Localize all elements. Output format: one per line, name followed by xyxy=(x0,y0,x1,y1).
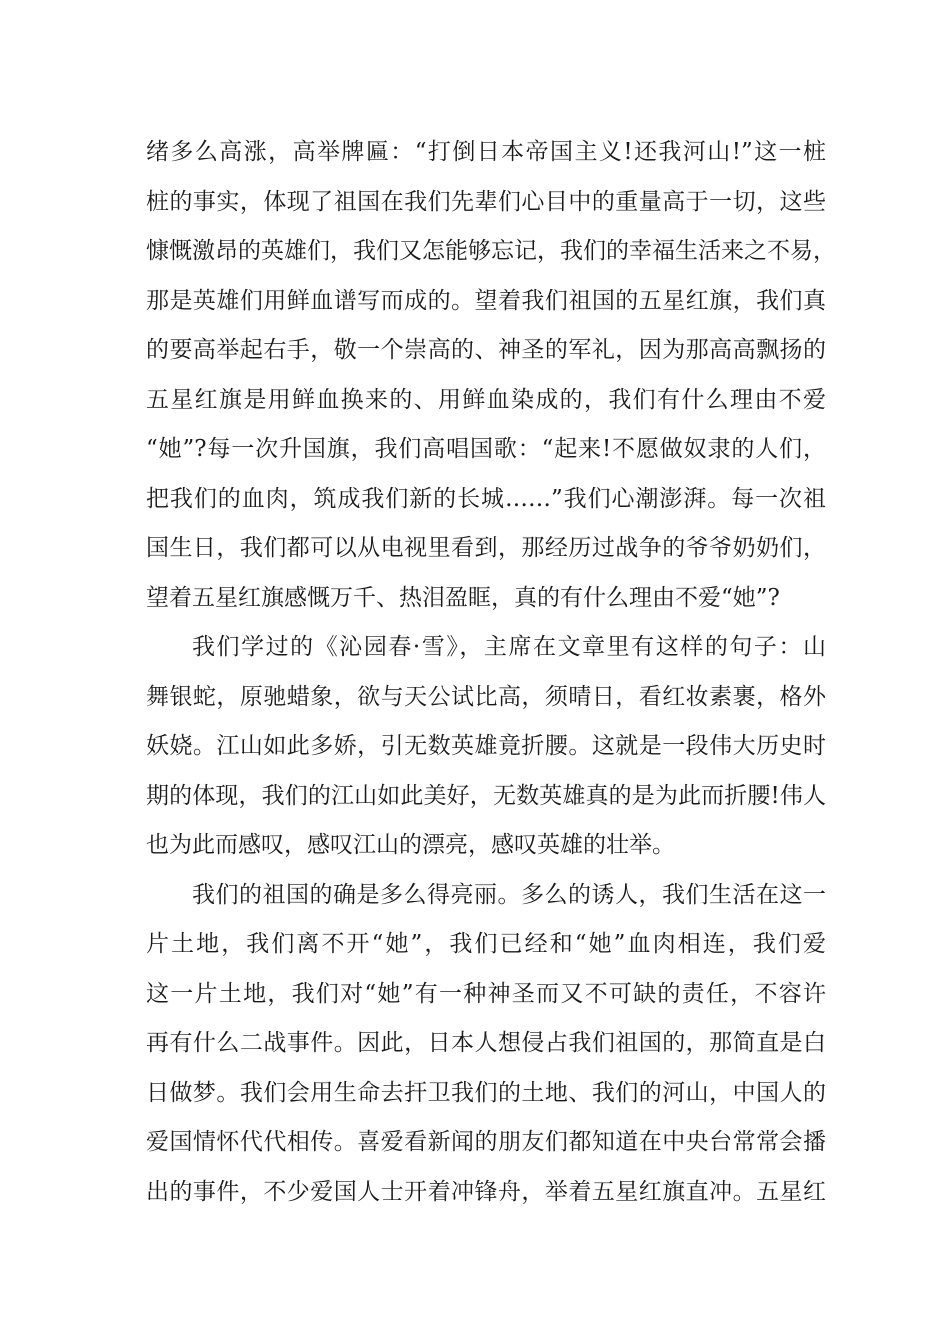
text-line: 片土地，我们离不开“她”，我们已经和“她”血肉相连，我们爱 xyxy=(146,931,826,957)
text-line: 日做梦。我们会用生命去扞卫我们的土地、我们的河山，中国人的 xyxy=(146,1079,826,1106)
text-line: 妖娆。江山如此多娇，引无数英雄竟折腰。这就是一段伟大历史时 xyxy=(146,733,826,759)
text-line: 那是英雄们用鲜血谱写而成的。望着我们祖国的五星红旗，我们真 xyxy=(146,287,826,314)
text-line: 的要高举起右手，敬一个崇高的、神圣的军礼，因为那高高飘扬的 xyxy=(146,337,826,363)
text-line: 舞银蛇，原驰蜡象，欲与天公试比高，须晴日，看红妆素裹，格外 xyxy=(146,683,826,710)
text-line: 把我们的血肉，筑成我们新的长城……”我们心潮澎湃。每一次祖 xyxy=(146,485,826,512)
text-line: 慷慨激昂的英雄们，我们又怎能够忘记，我们的幸福生活来之不易， xyxy=(146,238,836,264)
text-line: 这一片土地，我们对“她”有一种神圣而又不可缺的责任，不容许 xyxy=(146,980,826,1007)
text-line: 期的体现，我们的江山如此美好，无数英雄真的是为此而折腰!伟人 xyxy=(146,782,826,809)
text-line: 桩的事实，体现了祖国在我们先辈们心目中的重量高于一切，这些 xyxy=(146,188,826,215)
paragraph-2 xyxy=(146,623,826,871)
text-line: 也为此而感叹，感叹江山的漂亮，感叹英雄的壮举。 xyxy=(146,832,675,858)
text-line: “她”?每一次升国旗，我们高唱国歌：“起来!不愿做奴隶的人们， xyxy=(146,436,826,462)
text-line: 我们的祖国的确是多么得亮丽。多么的诱人，我们生活在这一 xyxy=(192,881,826,908)
text-line: 国生日，我们都可以从电视里看到，那经历过战争的爷爷奶奶们， xyxy=(146,535,826,561)
text-line: 望着五星红旗感慨万千、热泪盈眶，真的有什么理由不爱“她”? xyxy=(146,584,780,611)
paragraph-1 xyxy=(146,128,836,623)
paragraph-3 xyxy=(146,871,826,1218)
body-text xyxy=(146,128,836,1217)
text-line: 绪多么高涨，高举牌匾：“打倒日本帝国主义!还我河山!”这一桩 xyxy=(146,139,826,165)
text-line: 再有什么二战事件。因此，日本人想侵占我们祖国的，那简直是白 xyxy=(146,1030,826,1056)
text-line: 我们学过的《沁园春·雪》，主席在文章里有这样的句子：山 xyxy=(192,634,826,660)
text-line: 爱国情怀代代相传。喜爱看新闻的朋友们都知道在中央台常常会播 xyxy=(146,1129,826,1155)
text-line: 出的事件，不少爱国人士开着冲锋舟，举着五星红旗直冲。五星红 xyxy=(146,1178,826,1205)
text-line: 五星红旗是用鲜血换来的、用鲜血染成的，我们有什么理由不爱 xyxy=(146,386,826,413)
